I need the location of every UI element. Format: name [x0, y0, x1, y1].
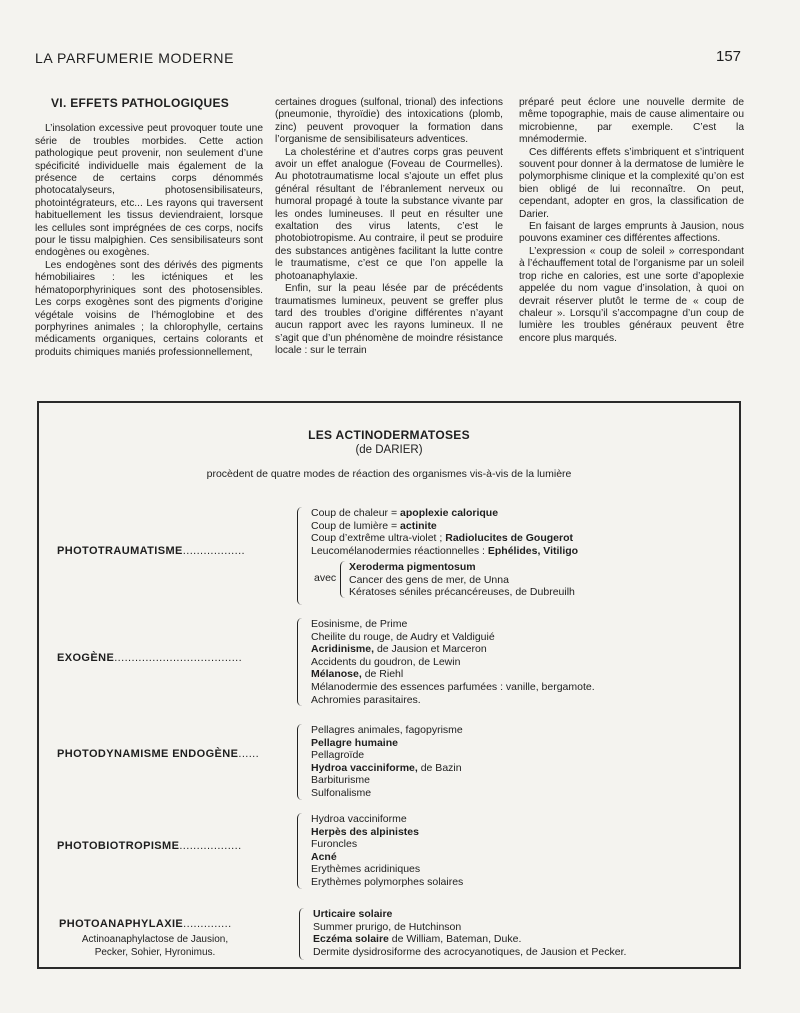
leader-dots: ..............: [183, 918, 232, 930]
category-phototraumatisme: [57, 545, 245, 557]
paragraph: La cholestérine et d’autres corps gras peuvent avoir un effet analogue (Foveau de Courmelles). Au phototraumatisme local s’ajoute un effet plus général résultant de l’ébranlement nerveux ou humoral propagé à toute la substance vivante par les ondes lumineuses. Il peut en résulter une exaltation des virus latents, c’est le photobiotropisme. Au contraire, il peut se produire des substances antigènes facilitant la lutte contre le traumatisme, c’est ce que l’on appelle la photoanaphylaxie.: [275, 146, 503, 282]
list-item: [311, 631, 595, 644]
paragraph: Les endogènes sont des dérivés des pigments hémobiliaires : les icténiques et les hématoporphyriniques sont des photosensibles. Les corps exogènes sont des pigments d’origine végétale voisins de l’hémoglobine et des porphyrines animales ; la chlorophylle, certains médicaments organiques, certains colorants et produits chimiques maniés professionnellement,: [35, 259, 263, 358]
list-item: [311, 618, 595, 631]
list-item: [311, 762, 463, 775]
paragraph: certaines drogues (sulfonal, trional) des infections (pneumonie, thyroïdie) des intoxications (plomb, zinc) peuvent provoquer la formation dans l’organisme de sensibilisateurs adventices.: [275, 97, 503, 146]
item-text: Leucomélanodermies réactionnelles :: [311, 544, 488, 557]
article-column-2: [275, 97, 503, 358]
item-text: Coup de chaleur =: [311, 507, 401, 519]
leader-dots: ......: [238, 748, 260, 760]
brace: [299, 908, 305, 960]
list-item: [311, 876, 463, 889]
item-text: Cancer des gens de mer, de Unna: [349, 573, 509, 586]
item-text: Dermite dysidrosiforme des acrocyanotiques, de Jausion et Pecker.: [313, 945, 627, 958]
list-item: [311, 545, 578, 558]
item-text: de William, Bateman, Duke.: [388, 933, 522, 946]
list-item: [311, 656, 595, 669]
brace: [297, 507, 303, 605]
list-item: [349, 574, 575, 587]
item-term: Herpès des alpinistes: [311, 825, 419, 838]
item-term: Xeroderma pigmentosum: [349, 561, 476, 573]
paragraph: Ces différents effets s’imbriquent et s’intriquent souvent pour donner à la dermatose de lumière le polymorphisme clinique et la complexité qu’on est bien obligé de lui reconnaître. On peut, cependant, adopter en gros, la classification de Darier.: [519, 146, 744, 220]
item-list-photodynamisme: [311, 724, 463, 800]
item-list-exogene: [311, 618, 595, 706]
list-item: [313, 921, 626, 934]
item-text: Hydroa vacciniforme: [311, 813, 407, 825]
section-heading: VI. EFFETS PATHOLOGIQUES: [51, 96, 230, 110]
category-photobiotropisme: [57, 840, 242, 852]
classification-box: [37, 401, 741, 969]
category-label: PHOTODYNAMISME ENDOGÈNE: [57, 748, 239, 760]
item-term: Hydroa vacciniforme,: [311, 761, 418, 774]
brace: [297, 813, 303, 889]
avec-label: avec: [314, 572, 337, 584]
item-term: apoplexie calorique: [400, 507, 499, 519]
item-text: Barbiturisme: [311, 774, 370, 787]
item-text: de Riehl: [361, 668, 404, 681]
category-label: PHOTOBIOTROPISME: [57, 840, 180, 852]
item-term: Radiolucites de Gougerot: [445, 532, 573, 545]
item-text: de Bazin: [417, 761, 462, 774]
item-text: Mélanodermie des essences parfumées : vanille, bergamote.: [311, 680, 595, 693]
list-item: [311, 813, 463, 826]
category-exogene: [57, 652, 242, 664]
item-text: Coup d’extrême ultra-violet ;: [311, 532, 446, 545]
page-number: 157: [716, 48, 742, 65]
item-term: Acridinisme,: [311, 643, 375, 656]
category-label: PHOTOTRAUMATISME: [57, 545, 183, 557]
paragraph: L’expression « coup de soleil » correspondant à l’échauffement total de l’organisme par un soleil trop riche en calories, est une sorte d’apoplexie appelée du nom vague d’insolation, à quoi on devrait réserver plutôt le terme de « coup de chaleur ». Lorsqu’il s’accompagne d’un coup de lumière les troubles généraux peuvent être encore plus marqués.: [519, 245, 744, 344]
item-term: Ephélides, Vitiligo: [487, 544, 579, 557]
article-column-3: [519, 97, 744, 345]
list-item: [311, 532, 578, 545]
item-list-avec: [349, 561, 575, 599]
magazine-title: LA PARFUMERIE MODERNE: [35, 50, 235, 66]
list-item: [313, 946, 626, 959]
item-text: Cheilite du rouge, de Audry et Valdiguié: [311, 630, 495, 643]
item-list-phototraumatisme: [311, 507, 578, 557]
list-item: [311, 787, 463, 800]
item-text: Pellagroïde: [311, 749, 365, 762]
list-item: [311, 681, 595, 694]
leader-dots: .....................................: [114, 652, 243, 664]
item-text: Achromies parasitaires.: [311, 693, 421, 706]
box-subtitle: (de DARIER): [355, 444, 423, 456]
item-list-photoanaphylaxie: [313, 908, 626, 958]
list-item: [313, 933, 626, 946]
item-text: Furoncles: [311, 838, 358, 851]
item-text: Accidents du goudron, de Lewin: [311, 655, 461, 668]
item-term: Eczéma solaire: [313, 933, 389, 946]
list-item: [311, 749, 463, 762]
item-text: Kératoses séniles précancéreuses, de Dubreuilh: [349, 586, 575, 599]
item-text: Coup de lumière =: [311, 519, 401, 532]
category-note: Actinoanaphylactose de Jausion, Pecker, Sohier, Hyronimus.: [81, 934, 229, 958]
list-item: [313, 908, 626, 921]
list-item: [311, 863, 463, 876]
item-term: Acné: [311, 850, 337, 863]
list-item: [311, 774, 463, 787]
item-term: actinite: [400, 519, 437, 532]
item-text: Eosinisme, de Prime: [311, 618, 408, 630]
paragraph: préparé peut éclore une nouvelle dermite de même topographie, mais de cause alimentaire ou microbienne, par exemple. C’est la mnémodermie.: [519, 97, 744, 146]
list-item: [311, 737, 463, 750]
category-label: EXOGÈNE: [57, 652, 115, 664]
list-item: [311, 851, 463, 864]
list-item: [311, 724, 463, 737]
list-item: [311, 826, 463, 839]
item-term: Mélanose,: [311, 668, 362, 681]
paragraph: En faisant de larges emprunts à Jausion, nous pouvons examiner ces différentes affections.: [519, 221, 744, 245]
brace: [340, 561, 346, 598]
list-item: [311, 643, 595, 656]
paragraph: L’insolation excessive peut provoquer toute une série de troubles morbides. Cette action pathologique peut provenir, non seulement d’une spécificité individuelle mais également de la présence de certains corps dénommés photocatalyseurs, photosensibilisateurs, photointégrateurs, etc... Les rayons qui traversent habituellement les tissus deviendraient, lorsque les cellules sont imprégnées de ces corps, nocifs pour le tissu malpighien. Ces sensibilisateurs sont endogènes ou exogènes.: [35, 123, 263, 259]
item-text: de Jausion et Marceron: [374, 643, 487, 656]
list-item: [311, 668, 595, 681]
category-label: PHOTOANAPHYLAXIE: [59, 918, 184, 930]
list-item: [349, 561, 575, 574]
leader-dots: ..................: [179, 840, 242, 852]
leader-dots: ..................: [182, 545, 245, 557]
category-photodynamisme: [57, 748, 259, 760]
list-item: [311, 838, 463, 851]
paragraph: Enfin, sur la peau lésée par de précédents traumatismes lumineux, peuvent se greffer plus tard des troubles d’origine différentes n’ayant aucun rapport avec les rayons lumineux. Il ne s’agit que d’un phénomène de moindre résistance locale : sur le terrain: [275, 283, 503, 357]
list-item: [349, 586, 575, 599]
article-column-1: [35, 97, 263, 359]
item-term: Urticaire solaire: [313, 908, 393, 920]
item-text: Erythèmes polymorphes solaires: [311, 875, 464, 888]
item-text: Erythèmes acridiniques: [311, 863, 421, 876]
item-text: Pellagres animales, fagopyrisme: [311, 724, 463, 736]
box-intro: procèdent de quatre modes de réaction des organismes vis-à-vis de la lumière: [206, 468, 572, 480]
list-item: [311, 520, 578, 533]
category-photoanaphylaxie: [59, 918, 232, 930]
list-item: [311, 507, 578, 520]
item-term: Pellagre humaine: [311, 736, 398, 749]
item-list-photobiotropisme: [311, 813, 463, 889]
item-text: Sulfonalisme: [311, 786, 372, 799]
brace: [297, 618, 303, 706]
list-item: [311, 694, 595, 707]
box-title: LES ACTINODERMATOSES: [308, 428, 470, 442]
brace: [297, 724, 303, 800]
item-text: Summer prurigo, de Hutchinson: [313, 920, 462, 933]
